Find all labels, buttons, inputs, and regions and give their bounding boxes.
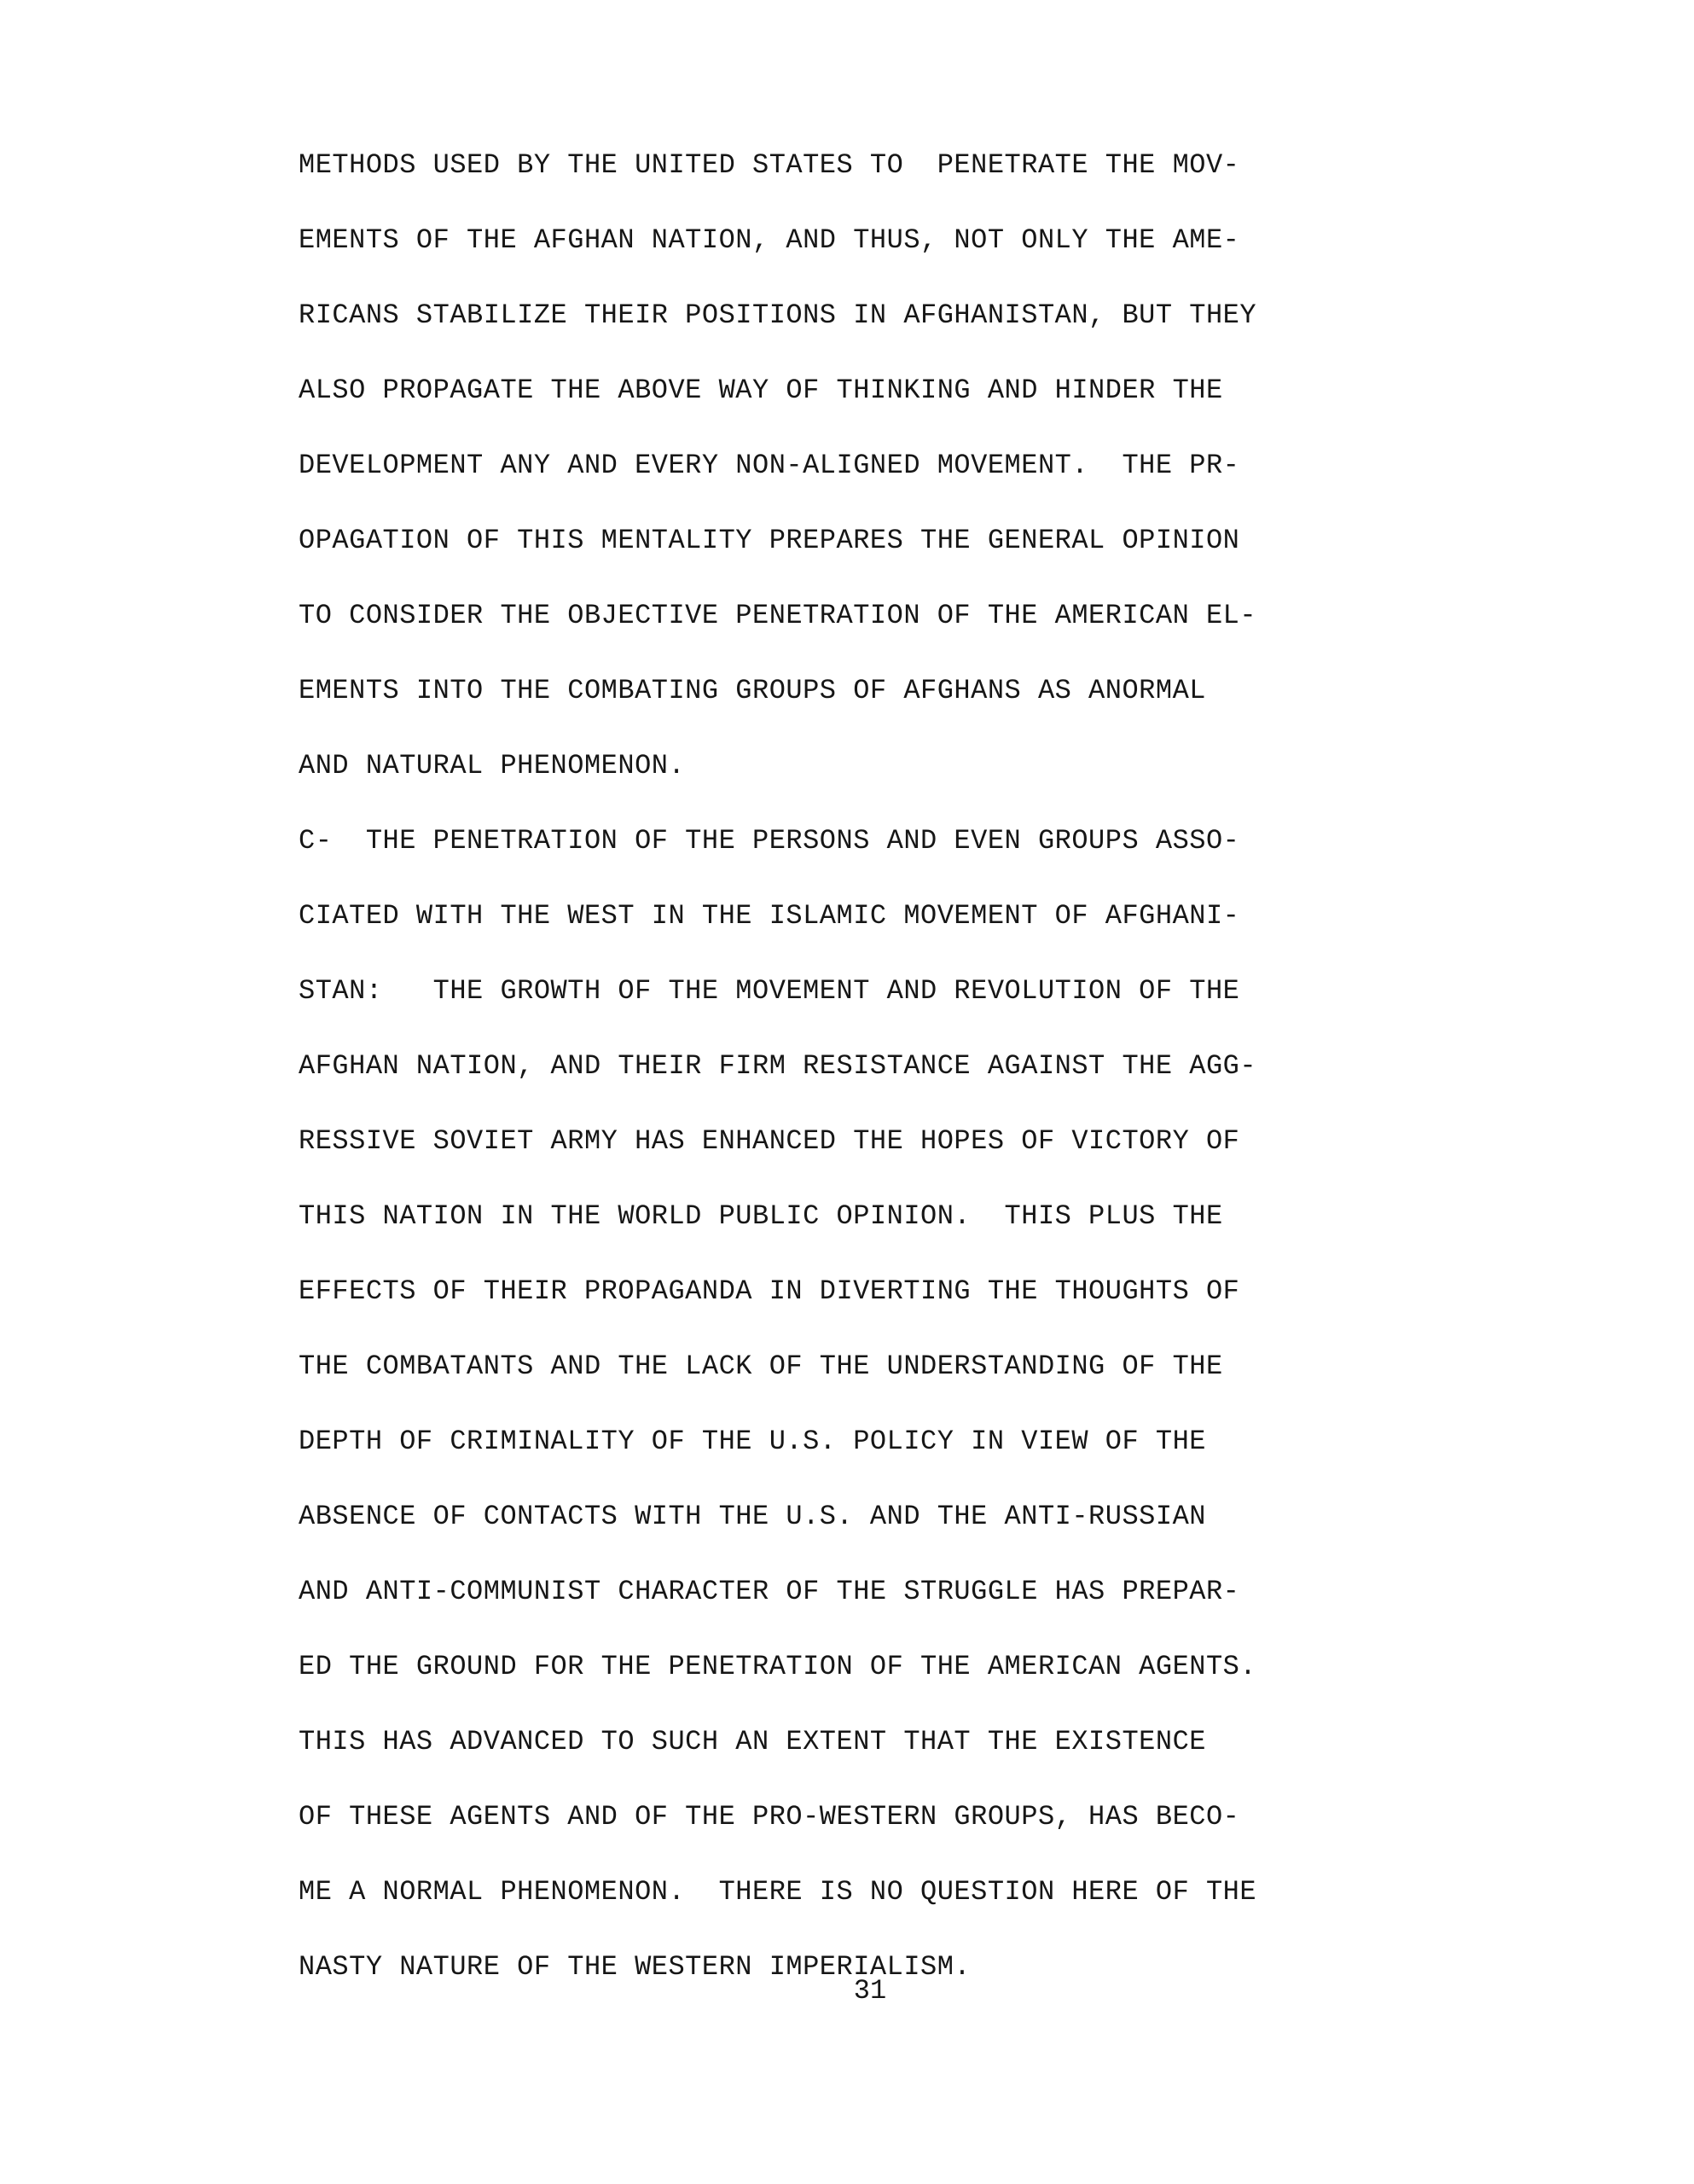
text-line: AND NATURAL PHENOMENON. [299, 750, 686, 781]
page-number: 31 [853, 1975, 887, 2007]
text-line: ED THE GROUND FOR THE PENETRATION OF THE AMERICAN AGENTS. [299, 1651, 1257, 1682]
text-line: ME A NORMAL PHENOMENON. THERE IS NO QUESTION HERE OF THE [299, 1876, 1257, 1908]
text-line: ALSO PROPAGATE THE ABOVE WAY OF THINKING AND HINDER THE [299, 375, 1223, 406]
text-line: C- THE PENETRATION OF THE PERSONS AND EVEN GROUPS ASSO- [299, 825, 1240, 857]
text-line: TO CONSIDER THE OBJECTIVE PENETRATION OF THE AMERICAN EL- [299, 600, 1257, 631]
text-line: STAN: THE GROWTH OF THE MOVEMENT AND REVOLUTION OF THE [299, 975, 1240, 1007]
text-line: CIATED WITH THE WEST IN THE ISLAMIC MOVEMENT OF AFGHANI- [299, 900, 1240, 932]
text-line: OF THESE AGENTS AND OF THE PRO-WESTERN GROUPS, HAS BECO- [299, 1801, 1240, 1833]
text-line: AND ANTI-COMMUNIST CHARACTER OF THE STRUGGLE HAS PREPAR- [299, 1576, 1240, 1607]
text-line: THIS HAS ADVANCED TO SUCH AN EXTENT THAT THE EXISTENCE [299, 1726, 1206, 1757]
text-line: RESSIVE SOVIET ARMY HAS ENHANCED THE HOPES OF VICTORY OF [299, 1125, 1240, 1157]
text-line: AFGHAN NATION, AND THEIR FIRM RESISTANCE AGAINST THE AGG- [299, 1050, 1257, 1082]
text-line: THIS NATION IN THE WORLD PUBLIC OPINION. THIS PLUS THE [299, 1200, 1223, 1232]
text-line: RICANS STABILIZE THEIR POSITIONS IN AFGHANISTAN, BUT THEY [299, 299, 1257, 331]
text-line: METHODS USED BY THE UNITED STATES TO PENETRATE THE MOV- [299, 149, 1240, 181]
text-line: EMENTS INTO THE COMBATING GROUPS OF AFGHANS AS ANORMAL [299, 675, 1206, 706]
text-line: EMENTS OF THE AFGHAN NATION, AND THUS, NOT ONLY THE AME- [299, 224, 1240, 256]
text-line: NASTY NATURE OF THE WESTERN IMPERIALISM. [299, 1951, 972, 1983]
text-line: DEPTH OF CRIMINALITY OF THE U.S. POLICY IN VIEW OF THE [299, 1426, 1206, 1457]
text-line: THE COMBATANTS AND THE LACK OF THE UNDERSTANDING OF THE [299, 1350, 1223, 1382]
text-line: OPAGATION OF THIS MENTALITY PREPARES THE GENERAL OPINION [299, 525, 1240, 556]
text-line: ABSENCE OF CONTACTS WITH THE U.S. AND THE ANTI-RUSSIAN [299, 1501, 1206, 1532]
text-line: EFFECTS OF THEIR PROPAGANDA IN DIVERTING THE THOUGHTS OF [299, 1275, 1240, 1307]
body-text [299, 128, 1424, 2005]
text-line: DEVELOPMENT ANY AND EVERY NON-ALIGNED MOVEMENT. THE PR- [299, 450, 1240, 481]
